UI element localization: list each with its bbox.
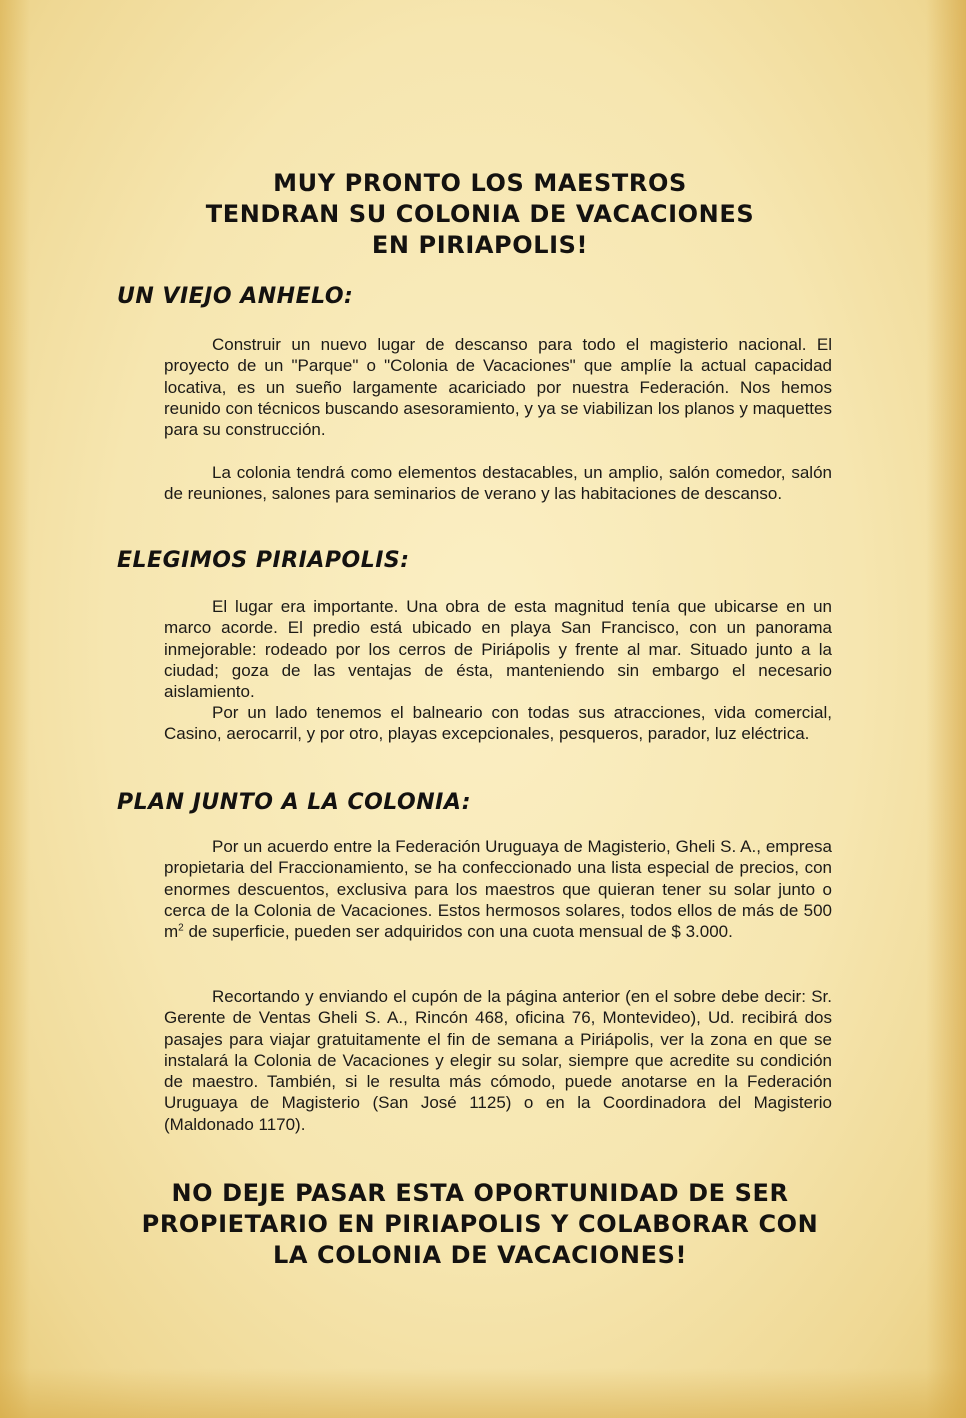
section-title-viejo-anhelo: UN VIEJO ANHELO: bbox=[117, 284, 354, 309]
closing-line: NO DEJE PASAR ESTA OPORTUNIDAD DE SER bbox=[171, 1179, 789, 1207]
section-title-elegimos-piriapolis: ELEGIMOS PIRIAPOLIS: bbox=[117, 548, 410, 573]
paragraph-text: Por un acuerdo entre la Federación Uruguaya de Magisterio, Gheli S. A., empresa propietaria del Fraccionamiento, se ha confeccionado una lista especial de precios, con enormes descuentos, exclusiva para los maestros que quieran tener su solar junto o cerca de la Colonia de Vacaciones. Estos hermosos solares, todos ellos de más de 500 m bbox=[164, 837, 832, 942]
closing-callout bbox=[100, 1178, 860, 1271]
section-paragraph: Recortando y enviando el cupón de la página anterior (en el sobre debe decir: Sr. Gerente de Ventas Gheli S. A., Rincón 468, oficina 76, Montevideo), Ud. recibirá dos pasajes para viajar gratuitamente el fin de semana a Piriápolis, ver la zona en que se instalará la Colonia de Vacaciones y elegir su solar, siempre que acredite su condición de maestro. También, si le resulta más cómodo, puede anotarse en la Federación Uruguaya de Magisterio (San José 1125) o en la Coordinadora del Magisterio (Maldonado 1170). bbox=[164, 987, 832, 1134]
headline-line: TENDRAN SU COLONIA DE VACACIONES bbox=[205, 200, 755, 228]
closing-line: PROPIETARIO EN PIRIAPOLIS Y COLABORAR CON bbox=[141, 1210, 819, 1238]
section-paragraph bbox=[164, 836, 832, 942]
section-paragraph: Por un lado tenemos el balneario con todas sus atracciones, vida comercial, Casino, aerocarril, y por otro, playas excepcionales, pesqueros, parador, luz eléctrica. bbox=[164, 703, 832, 744]
section-paragraph: Construir un nuevo lugar de descanso para todo el magisterio nacional. El proyecto de un "Parque" o "Colonia de Vacaciones" que amplíe la actual capacidad locativa, es un sueño largamente acariciado por nuestra Federación. Nos hemos reunido con técnicos buscando asesoramiento, y ya se viabilizan los planos y maquettes para su construcción. bbox=[164, 335, 832, 440]
headline-line: MUY PRONTO LOS MAESTROS bbox=[273, 169, 687, 197]
section-paragraph: La colonia tendrá como elementos destacables, un amplio, salón comedor, salón de reuniones, salones para seminarios de verano y las habitaciones de descanso. bbox=[164, 463, 832, 504]
headline bbox=[100, 168, 860, 261]
page-edge-shading-bottom bbox=[0, 1368, 966, 1418]
page-edge-shading-left bbox=[0, 0, 30, 1418]
section-title-plan-junto: PLAN JUNTO A LA COLONIA: bbox=[117, 790, 472, 815]
section-paragraph: El lugar era importante. Una obra de esta magnitud tenía que ubicarse en un marco acorde. El predio está ubicado en playa San Francisco, con un panorama inmejorable: rodeado por los cerros de Piriápolis y frente al mar. Situado junto a la ciudad; goza de las ventajas de ésta, manteniendo sin embargo el necesario aislamiento. bbox=[164, 597, 832, 702]
paragraph-text: de superficie, pueden ser adquiridos con una cuota mensual de $ 3.000. bbox=[183, 922, 733, 942]
superscript: 2 bbox=[178, 922, 184, 934]
headline-line: EN PIRIAPOLIS! bbox=[371, 231, 589, 259]
page-edge-shading-right bbox=[926, 0, 966, 1418]
closing-line: LA COLONIA DE VACACIONES! bbox=[272, 1241, 688, 1269]
